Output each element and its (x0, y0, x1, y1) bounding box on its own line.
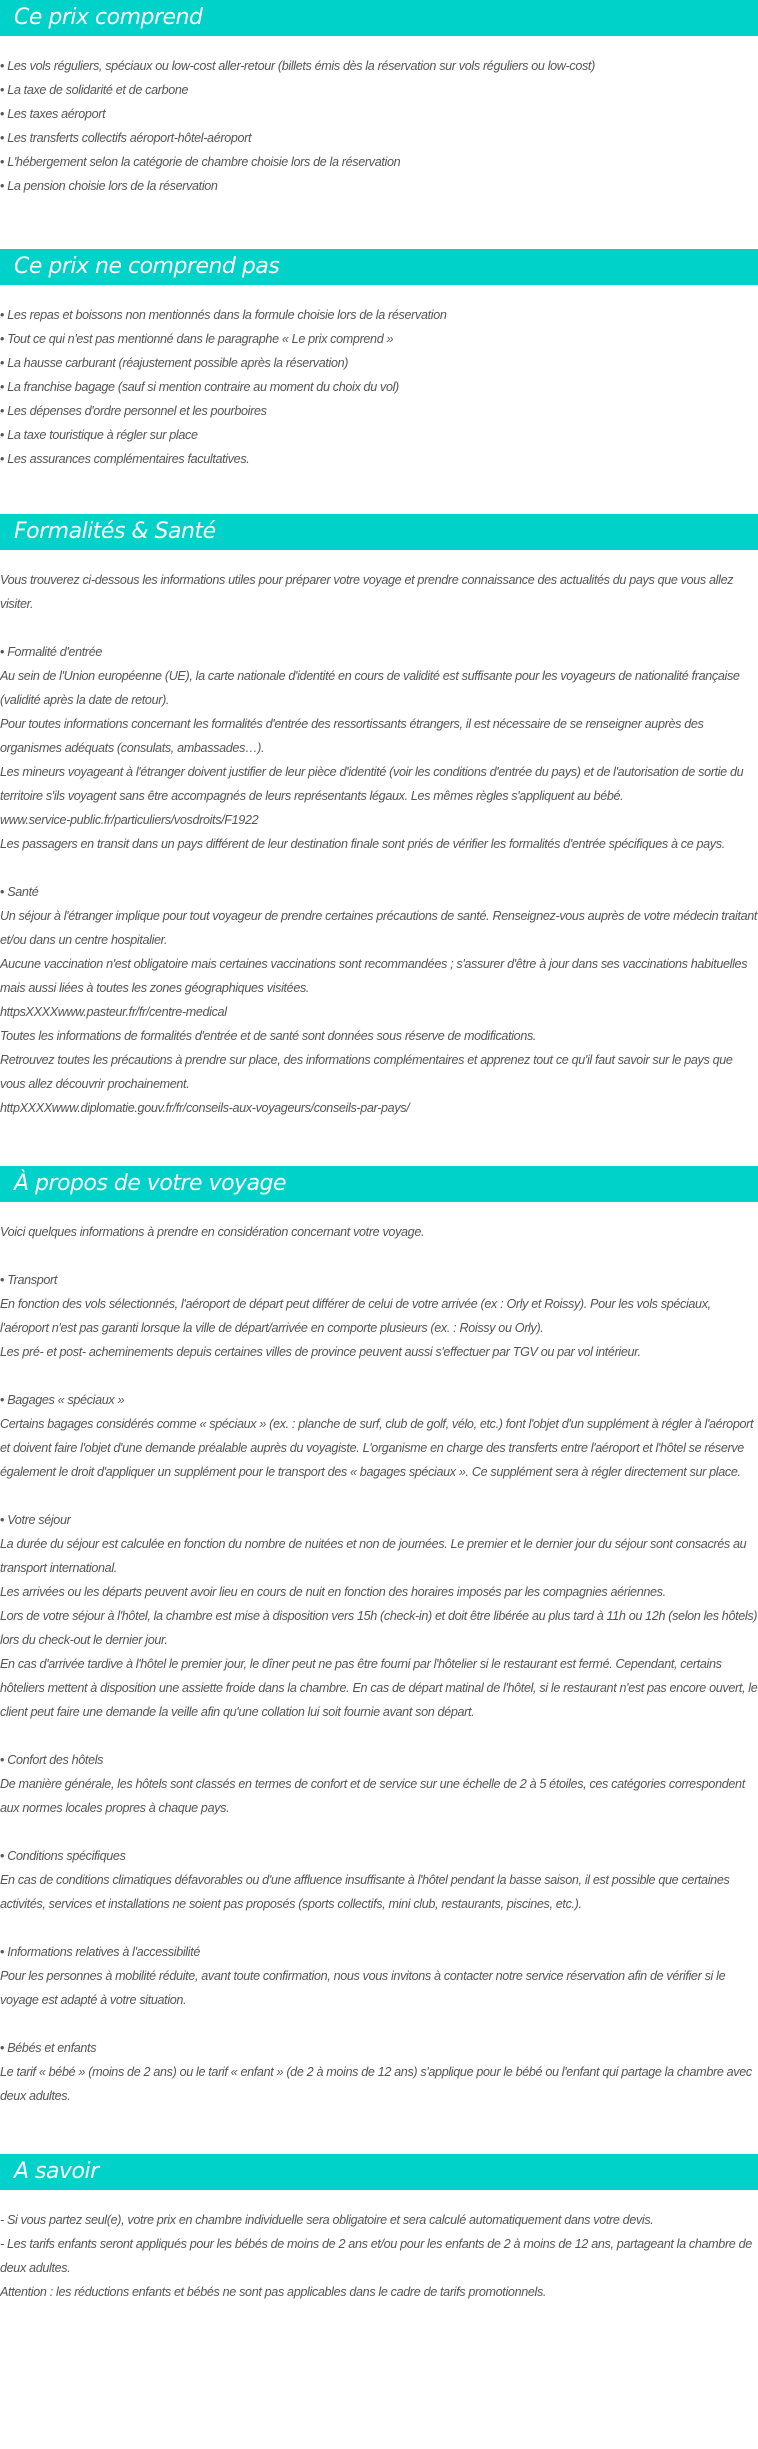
list-item: • Les repas et boissons non mentionnés dans la formule choisie lors de la réservation (0, 303, 758, 327)
paragraph: De manière générale, les hôtels sont classés en termes de confort et de service sur une échelle de 2 à 5 étoiles, ces catégories correspondent aux normes locales propres à chaque pays. (0, 1777, 745, 1815)
pasteur-link[interactable]: httpsXXXXwww.pasteur.fr/fr/centre-medical (0, 1005, 227, 1019)
list-item: • La hausse carburant (réajustement possible après la réservation) (0, 351, 758, 375)
subheading: • Transport (0, 1268, 758, 1292)
paragraph: En cas d'arrivée tardive à l'hôtel le premier jour, le dîner peut ne pas être fourni par l'hôtelier si le restaurant est fermé. Cependant, certains hôteliers mettent à disposition une assiette froide dans la chambre. En cas de départ matinal de l'hôtel, si le restaurant n'est pas encore ouvert, le client peut faire une demande la veille afin qu'une collation lui soit fournie avant son départ. (0, 1657, 758, 1719)
list-item: • Tout ce qui n'est pas mentionné dans le paragraphe « Le prix comprend » (0, 327, 758, 351)
babies-children-block (0, 2036, 758, 2108)
list-item: • Les assurances complémentaires facultatives. (0, 447, 758, 471)
subheading: • Formalité d'entrée (0, 640, 758, 664)
paragraph: Le tarif « bébé » (moins de 2 ans) ou le tarif « enfant » (de 2 à moins de 12 ans) s'applique pour le bébé ou l'enfant qui partage la chambre avec deux adultes. (0, 2065, 752, 2103)
list-item: • La taxe de solidarité et de carbone (0, 78, 758, 102)
hotel-comfort-block (0, 1748, 758, 1820)
entry-formalities-block (0, 640, 758, 856)
section-intro: Voici quelques informations à prendre en considération concernant votre voyage. (0, 1225, 425, 1239)
subheading: • Informations relatives à l'accessibilité (0, 1940, 758, 1964)
included-list (0, 54, 758, 198)
list-item: • La franchise bagage (sauf si mention contraire au moment du choix du vol) (0, 375, 758, 399)
list-item: • Les vols réguliers, spéciaux ou low-cost aller-retour (billets émis dès la réservation sur vols réguliers ou low-cost) (0, 54, 758, 78)
paragraph: Au sein de l'Union européenne (UE), la carte nationale d'identité en cours de validité est suffisante pour les voyageurs de nationalité française (validité après la date de retour). (0, 669, 740, 707)
subheading: • Votre séjour (0, 1508, 758, 1532)
paragraph: Lors de votre séjour à l'hôtel, la chambre est mise à disposition vers 15h (check-in) et doit être libérée au plus tard à 11h ou 12h (selon les hôtels) lors du check-out le dernier jour. (0, 1609, 758, 1647)
paragraph: Toutes les informations de formalités d'entrée et de santé sont données sous réserve de modifications. (0, 1029, 537, 1043)
list-item: • Les taxes aéroport (0, 102, 758, 126)
paragraph: Certains bagages considérés comme « spéciaux » (ex. : planche de surf, club de golf, vélo, etc.) font l'objet d'un supplément à régler à l'aéroport et doivent faire l'objet d'une demande préalable auprès du voyagiste. L'organisme en charge des transferts entre l'aéroport et l'hôtel se réserve également le droit d'appliquer un supplément pour le transport des « bagages spéciaux ». Ce supplément sera à régler directement sur place. (0, 1417, 754, 1479)
specific-conditions-block (0, 1844, 758, 1916)
subheading: • Confort des hôtels (0, 1748, 758, 1772)
list-item: • L'hébergement selon la catégorie de chambre choisie lors de la réservation (0, 150, 758, 174)
paragraph: Pour toutes informations concernant les formalités d'entrée des ressortissants étrangers, il est nécessaire de se renseigner auprès des organismes adéquats (consulats, ambassades…). (0, 717, 704, 755)
section-title: À propos de votre voyage (0, 1166, 758, 1202)
paragraph: Retrouvez toutes les précautions à prendre sur place, des informations complémentaires et apprenez tout ce qu'il faut savoir sur le pays que vous allez découvrir prochainement. (0, 1053, 733, 1091)
section-title: A savoir (0, 2154, 758, 2190)
excluded-list (0, 303, 758, 471)
subheading: • Conditions spécifiques (0, 1844, 758, 1868)
subheading: • Bagages « spéciaux » (0, 1388, 758, 1412)
paragraph: Pour les personnes à mobilité réduite, avant toute confirmation, nous vous invitons à contacter notre service réservation afin de vérifier si le voyage est adapté à votre situation. (0, 1969, 726, 2007)
paragraph: - Les tarifs enfants seront appliqués pour les bébés de moins de 2 ans et/ou pour les enfants de 2 à moins de 12 ans, partageant la chambre de deux adultes. (0, 2237, 752, 2275)
section-intro: Vous trouverez ci-dessous les informations utiles pour préparer votre voyage et prendre connaissance des actualités du pays que vous allez visiter. (0, 573, 734, 611)
section-title: Formalités & Santé (0, 514, 758, 550)
transport-block (0, 1268, 758, 1364)
paragraph: Les passagers en transit dans un pays différent de leur destination finale sont priés de vérifier les formalités d'entrée spécifiques à ce pays. (0, 837, 725, 851)
subheading: • Santé (0, 880, 758, 904)
list-item: • La taxe touristique à régler sur place (0, 423, 758, 447)
section-good-to-know (0, 2154, 758, 2320)
paragraph: Les mineurs voyageant à l'étranger doivent justifier de leur pièce d'identité (voir les conditions d'entrée du pays) et de l'autorisation de sortie du territoire s'ils voyagent sans être accompagnés de leurs représentants légaux. Les mêmes règles s'appliquent au bébé. (0, 765, 744, 803)
service-public-link[interactable]: www.service-public.fr/particuliers/vosdroits/F1922 (0, 813, 259, 827)
list-item: • Les dépenses d'ordre personnel et les pourboires (0, 399, 758, 423)
paragraph: Les arrivées ou les départs peuvent avoir lieu en cours de nuit en fonction des horaires imposés par les compagnies aériennes. (0, 1585, 666, 1599)
paragraph: Les pré- et post- acheminements depuis certaines villes de province peuvent aussi s'effectuer par TGV ou par vol intérieur. (0, 1345, 641, 1359)
section-formalities-health (0, 514, 758, 1120)
list-item: • Les transferts collectifs aéroport-hôtel-aéroport (0, 126, 758, 150)
paragraph: En fonction des vols sélectionnés, l'aéroport de départ peut différer de celui de votre arrivée (ex : Orly et Roissy). Pour les vols spéciaux, l'aéroport n'est pas garanti lorsque la ville de départ/arrivée en comporte plusieurs (ex. : Roissy ou Orly). (0, 1297, 711, 1335)
paragraph: Aucune vaccination n'est obligatoire mais certaines vaccinations sont recommandées ; s'assurer d'être à jour dans ses vaccinations habituelles mais aussi liées à toutes les zones géographiques visitées. (0, 957, 748, 995)
subheading: • Bébés et enfants (0, 2036, 758, 2060)
accessibility-block (0, 1940, 758, 2012)
section-price-excludes (0, 249, 758, 471)
paragraph: - Si vous partez seul(e), votre prix en chambre individuelle sera obligatoire et sera calculé automatiquement dans votre devis. (0, 2213, 654, 2227)
section-title: Ce prix ne comprend pas (0, 249, 758, 285)
paragraph: Un séjour à l'étranger implique pour tout voyageur de prendre certaines précautions de santé. Renseignez-vous auprès de votre médecin traitant et/ou dans un centre hospitalier. (0, 909, 758, 947)
section-about-trip (0, 1166, 758, 2108)
paragraph: En cas de conditions climatiques défavorables ou d'une affluence insuffisante à l'hôtel pendant la basse saison, il est possible que certaines activités, services et installations ne soient pas proposés (sports collectifs, mini club, restaurants, piscines, etc.). (0, 1873, 730, 1911)
health-block (0, 880, 758, 1120)
section-title: Ce prix comprend (0, 0, 758, 36)
paragraph: La durée du séjour est calculée en fonction du nombre de nuitées et non de journées. Le premier et le dernier jour du séjour sont consacrés au transport international. (0, 1537, 747, 1575)
diplomatie-link[interactable]: httpXXXXwww.diplomatie.gouv.fr/fr/conseils-aux-voyageurs/conseils-par-pays/ (0, 1101, 410, 1115)
list-item: • La pension choisie lors de la réservation (0, 174, 758, 198)
paragraph: Attention : les réductions enfants et bébés ne sont pas applicables dans le cadre de tarifs promotionnels. (0, 2285, 547, 2299)
section-price-includes (0, 0, 758, 198)
special-baggage-block (0, 1388, 758, 1484)
stay-block (0, 1508, 758, 1724)
